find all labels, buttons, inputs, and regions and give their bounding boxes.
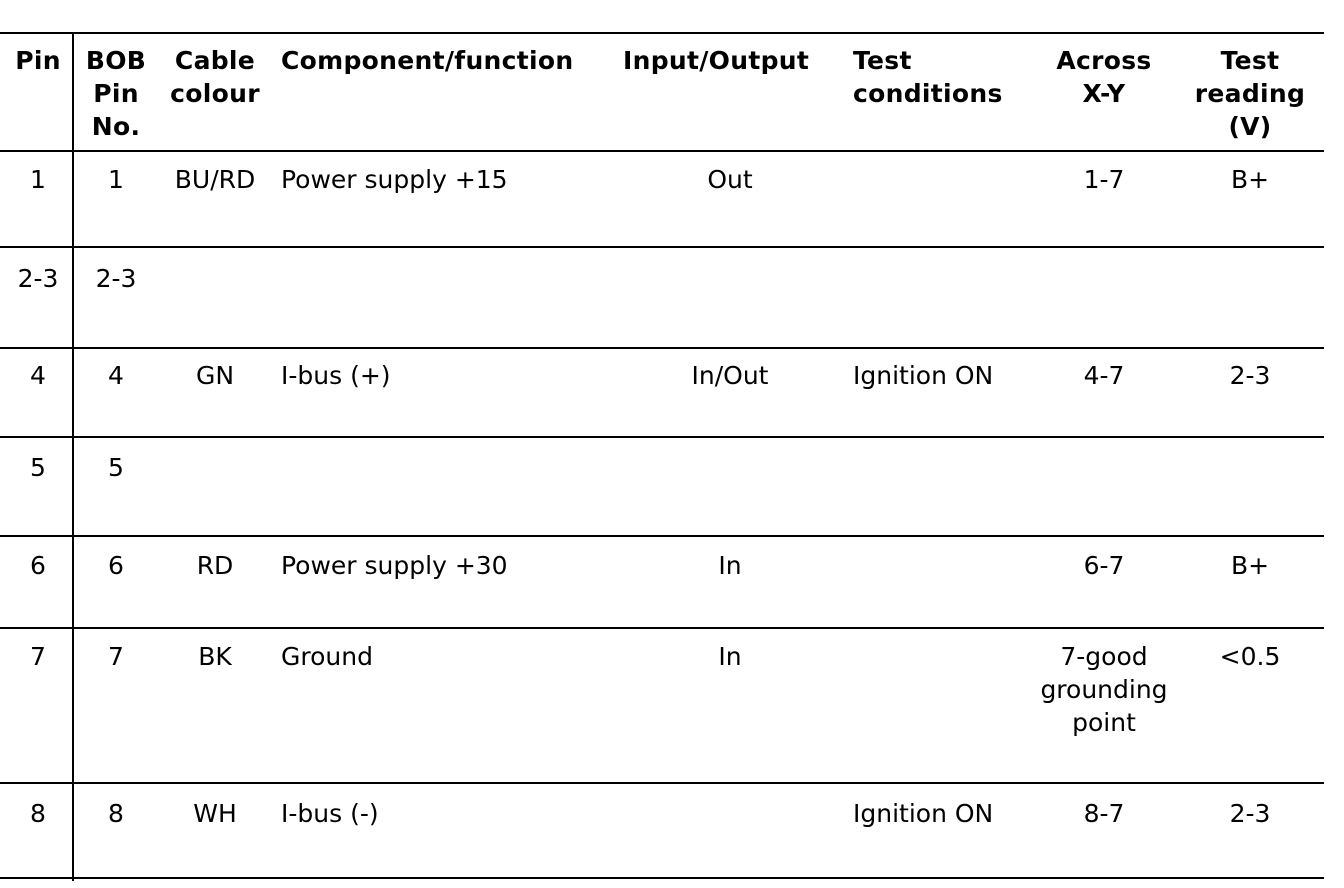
pin-column-divider [72,34,74,881]
cell-pin: 5 [30,453,46,482]
cell-bob-pin: 4 [108,361,124,390]
header-input-output: Input/Output [623,46,810,75]
cell-test-conditions: Ignition ON [853,799,994,828]
cell-test-conditions: Ignition ON [853,361,994,390]
cell-bob-pin: 6 [108,551,124,580]
row-divider [0,627,1324,629]
cell-across-xy: 8-7 [1083,799,1125,828]
cell-component: I-bus (+) [281,361,391,390]
cell-across-xy: 4-7 [1083,361,1125,390]
cell-component: Ground [281,642,373,671]
cell-cable-colour: RD [196,551,234,580]
row-divider [0,535,1324,537]
cell-pin: 1 [30,165,46,194]
row-divider [0,246,1324,248]
cell-pin: 8 [30,799,46,828]
cell-cable-colour: GN [195,361,235,390]
cell-test-reading: B+ [1230,165,1270,194]
cell-cable-colour: WH [193,799,237,828]
cell-pin: 4 [30,361,46,390]
row-divider [0,782,1324,784]
table-bottom-border [0,877,1324,879]
cell-input-output: In [718,551,742,580]
header-test-conditions: Test conditions [853,46,1003,108]
cell-across-xy: 1-7 [1083,165,1125,194]
cell-input-output: In/Out [691,361,769,390]
header-bob-pin-no: BOB Pin No. [85,46,147,141]
cell-pin: 6 [30,551,46,580]
cell-across-xy: 6-7 [1083,551,1125,580]
cell-pin: 2-3 [17,264,59,293]
row-divider [0,436,1324,438]
cell-test-reading: 2-3 [1229,361,1271,390]
cell-bob-pin: 8 [108,799,124,828]
cell-pin: 7 [30,642,46,671]
header-component-function: Component/function [281,46,574,75]
table-top-border [0,32,1324,34]
cell-component: I-bus (-) [281,799,379,828]
row-divider [0,347,1324,349]
cell-test-reading: <0.5 [1219,642,1281,671]
header-test-reading: Test reading (V) [1194,46,1306,141]
cell-test-reading: 2-3 [1229,799,1271,828]
cell-bob-pin: 1 [108,165,124,194]
header-pin: Pin [15,46,61,75]
cell-component: Power supply +30 [281,551,508,580]
header-bottom-border [0,150,1324,152]
header-across-xy: Across X-Y [1056,46,1152,108]
cell-bob-pin: 5 [108,453,124,482]
header-cable-colour: Cable colour [170,46,260,108]
cell-component: Power supply +15 [281,165,508,194]
cell-bob-pin: 7 [108,642,124,671]
cell-across-xy: 7-good grounding point [1040,642,1168,737]
cell-input-output: Out [707,165,753,194]
cell-cable-colour: BU/RD [174,165,256,194]
cell-cable-colour: BK [198,642,232,671]
cell-input-output: In [718,642,742,671]
cell-bob-pin: 2-3 [95,264,137,293]
cell-test-reading: B+ [1230,551,1270,580]
